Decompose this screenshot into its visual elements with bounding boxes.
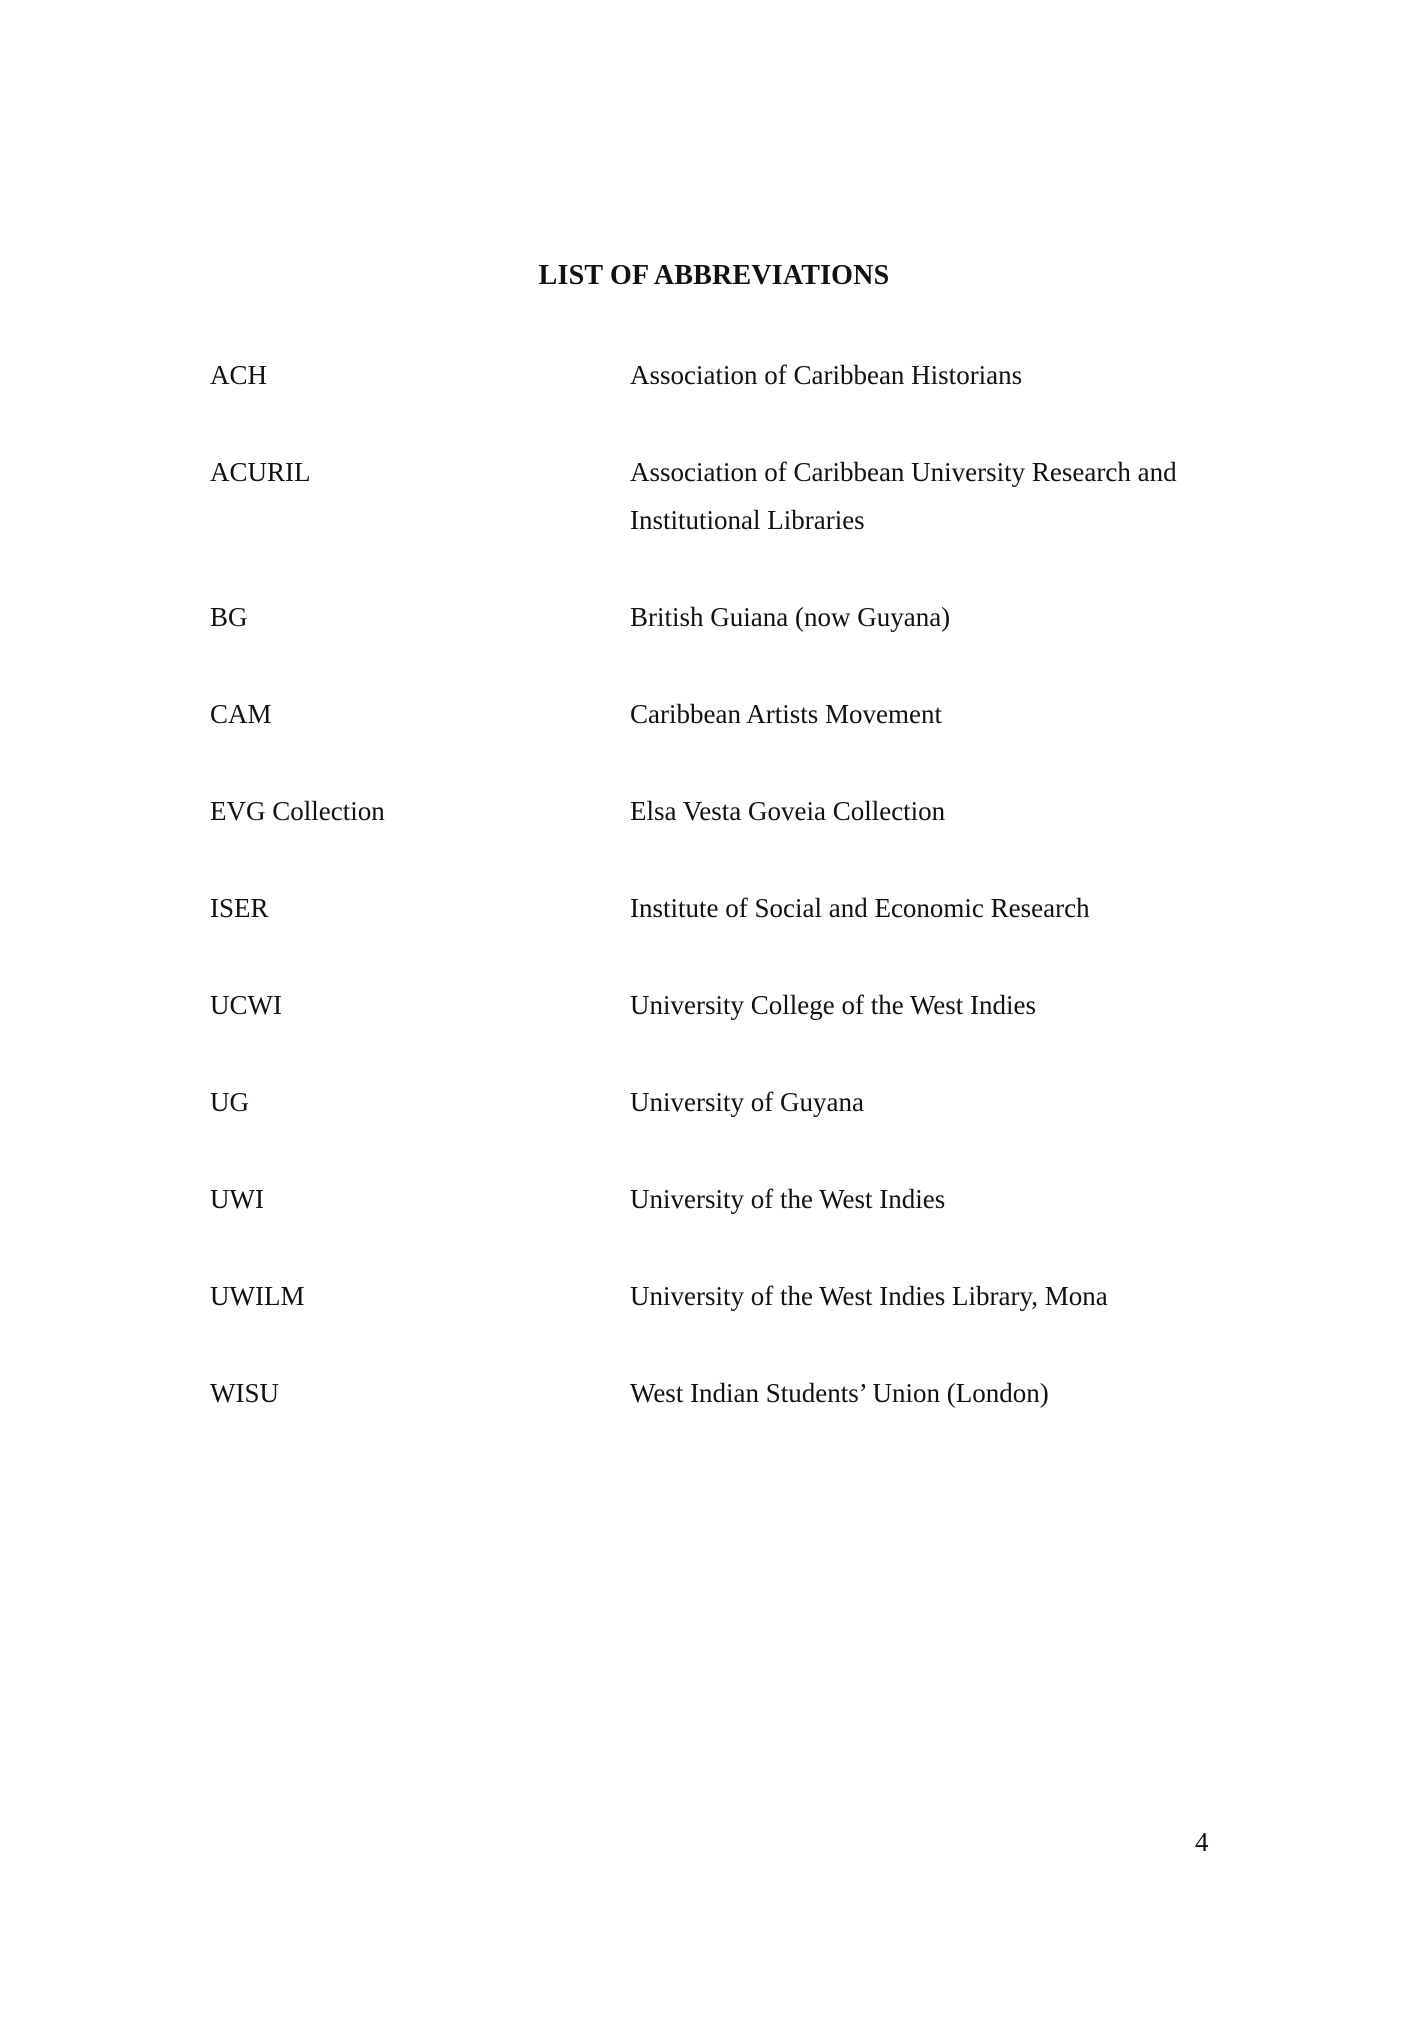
definition: University of the West Indies xyxy=(630,1184,946,1214)
abbreviation: UG xyxy=(210,1087,249,1117)
abbreviation: UCWI xyxy=(210,990,282,1020)
abbreviation: EVG Collection xyxy=(210,796,385,826)
page-number: 4 xyxy=(1195,1827,1209,1857)
page-title: LIST OF ABBREVIATIONS xyxy=(538,260,890,291)
abbreviation: WISU xyxy=(210,1378,279,1408)
definition: Elsa Vesta Goveia Collection xyxy=(630,796,946,826)
abbreviation: CAM xyxy=(210,699,272,729)
abbreviation: BG xyxy=(210,602,248,632)
definition: Association of Caribbean University Research and Institutional Libraries xyxy=(630,457,1177,535)
abbreviation: UWILM xyxy=(210,1281,305,1311)
definition: University of the West Indies Library, Mona xyxy=(630,1281,1108,1311)
definition: University of Guyana xyxy=(630,1087,864,1117)
abbreviation: ISER xyxy=(210,893,269,923)
definition: British Guiana (now Guyana) xyxy=(630,602,951,632)
definition: West Indian Students’ Union (London) xyxy=(630,1378,1049,1408)
definition: Association of Caribbean Historians xyxy=(630,360,1023,390)
definition: University College of the West Indies xyxy=(630,990,1037,1020)
abbreviation: ACURIL xyxy=(210,457,311,487)
abbreviation: ACH xyxy=(210,360,268,390)
definition: Caribbean Artists Movement xyxy=(630,699,942,729)
definition: Institute of Social and Economic Research xyxy=(630,893,1090,923)
abbreviation: UWI xyxy=(210,1184,264,1214)
